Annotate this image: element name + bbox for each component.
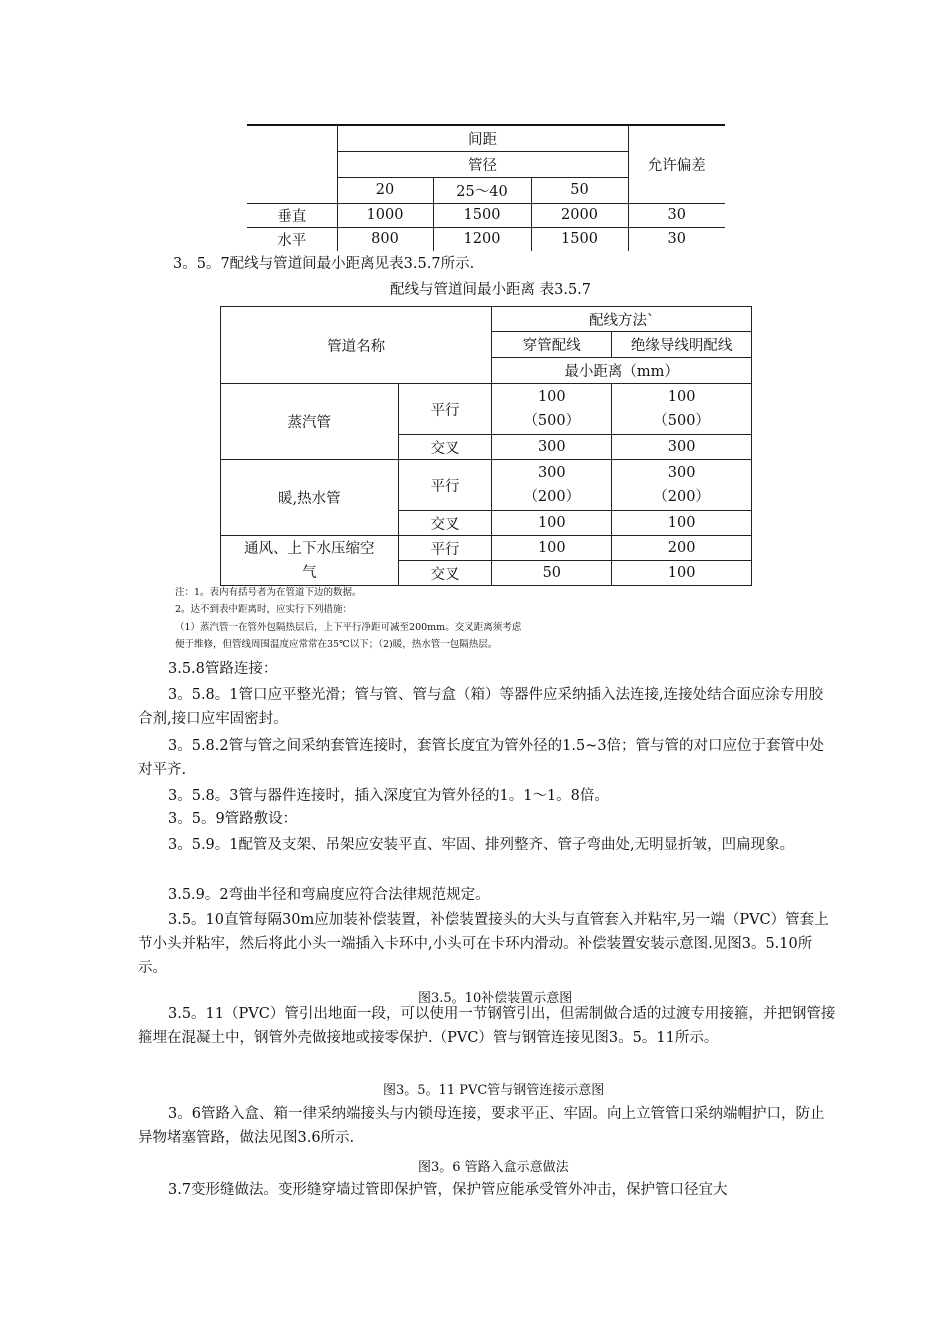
table2-cross: 交叉 <box>398 561 492 586</box>
table1-corner-cell <box>247 125 337 203</box>
table2-header-conduit: 穿管配线 <box>492 332 612 358</box>
figure-caption-3-6: 图3。6 管路入盒示意做法 <box>418 1160 569 1175</box>
table2-header-method: 配线方法` <box>492 307 752 332</box>
paragraph-3-5-7: 3。5。7配线与管道间最小距离见表3.5.7所示. <box>173 256 475 272</box>
table2-cross: 交叉 <box>398 435 492 460</box>
table2-cell: 100 <box>612 561 752 586</box>
table1-cell: 2000 <box>531 203 628 227</box>
table-note-1: 注：1。表内有括号者为在管道下边的数据。 <box>175 587 362 598</box>
paragraph-3-5-8-1: 3。5.8。1管口应平整光滑；管与管、管与盒（箱）等器件应采纳插入法连接,连接处结合面应涂专用胶合剂,接口应牢固密封。 <box>138 687 824 727</box>
figure-caption-3-5-10: 图3.5。10补偿装置示意图 <box>418 991 573 1006</box>
table1-diameter-25-40: 25～40 <box>433 177 531 203</box>
table2-pipe-ventilation: 通风、上下水压缩空 气 <box>221 536 399 586</box>
table1-cell: 30 <box>628 203 725 227</box>
table2-pipe-steam: 蒸汽管 <box>221 384 399 460</box>
table2-parallel: 平行 <box>398 460 492 511</box>
table2-cell: 300 （200） <box>612 460 752 511</box>
table1-cell: 1200 <box>433 227 531 251</box>
table2-cell: 100 <box>612 511 752 536</box>
paragraph-3-5-9-2: 3.5.9。2弯曲半径和弯扁度应符合法律规范规定。 <box>168 887 490 903</box>
table-note-2: 2。达不到表中距离时，应实行下列措施： <box>175 604 353 615</box>
table2-title: 配线与管道间最小距离 表3.5.7 <box>390 282 592 298</box>
table1-cell: 800 <box>337 227 433 251</box>
figure-caption-3-5-11: 图3。5。11 PVC管与钢管连接示意图 <box>383 1083 605 1098</box>
paragraph-3-5-8: 3.5.8管路连接： <box>168 661 278 677</box>
table2-cell: 100 <box>492 536 612 561</box>
table1-diameter-20: 20 <box>337 177 433 203</box>
table2-cell: 300 <box>492 435 612 460</box>
paragraph-3-5-8-2: 3。5.8.2管与管之间采纳套管连接时，套管长度宜为管外径的1.5~3倍；管与管的对口应位于套管中处对平齐. <box>138 738 825 778</box>
table-note-3: （1）蒸汽管一在管外包隔热层后，上下平行净距可减至200mm。交叉距离须考虑 <box>175 622 522 633</box>
paragraph-3-5-11: 3.5。11（PVC）管引出地面一段，可以使用一节钢管引出，但需制做合适的过渡专用接箍，并把钢管接箍埋在混凝土中，钢管外壳做接地或接零保护.（PVC）管与钢管连接见图3。5。11所示。 <box>138 1006 836 1046</box>
paragraph-3-5-8-3: 3。5.8。3管与器件连接时，插入深度宜为管外径的1。1～1。8倍。 <box>168 788 609 804</box>
table1-diameter-50: 50 <box>531 177 628 203</box>
paragraph-3-5-9-1: 3。5.9。1配管及支架、吊架应安装平直、牢固、排列整齐、管子弯曲处,无明显折皱，凹扁现象。 <box>168 837 795 853</box>
table2-header-pipe-name: 管道名称 <box>221 307 492 384</box>
table2-cell: 200 <box>612 536 752 561</box>
paragraph-3-7: 3.7变形缝做法。变形缝穿墙过管即保护管，保护管应能承受管外冲击，保护管口径宜大 <box>168 1182 728 1198</box>
paragraph-3-5-9: 3。5。9管路敷设： <box>168 811 298 827</box>
table1-cell: 1000 <box>337 203 433 227</box>
table1-header-spacing: 间距 <box>337 125 628 151</box>
table2-cell: 100 （500） <box>492 384 612 435</box>
table2-cell: 100 （500） <box>612 384 752 435</box>
table2-cell: 300 <box>612 435 752 460</box>
table1-cell: 30 <box>628 227 725 251</box>
min-distance-table <box>220 306 752 586</box>
table2-header-open: 绝缘导线明配线 <box>612 332 752 358</box>
table2-cell: 50 <box>492 561 612 586</box>
table1-header-tolerance: 允许偏差 <box>628 125 725 203</box>
table2-parallel: 平行 <box>398 384 492 435</box>
table2-pipe-hot-water: 暖,热水管 <box>221 460 399 536</box>
table1-row-label: 水平 <box>247 227 337 251</box>
table-note-4: 便于维修，但管线周围温度应常常在35℃以下；（2)暖，热水管一包隔热层。 <box>175 639 498 650</box>
table1-cell: 1500 <box>433 203 531 227</box>
table2-parallel: 平行 <box>398 536 492 561</box>
table2-header-min: 最小距离（mm） <box>492 358 752 384</box>
spacing-table <box>247 124 725 251</box>
table2-cell: 100 <box>492 511 612 536</box>
table1-row-label: 垂直 <box>247 203 337 227</box>
paragraph-3-5-10: 3.5。10直管每隔30m应加装补偿装置，补偿装置接头的大头与直管套入并粘牢,另一端（PVC）管套上节小头并粘牢，然后将此小头一端插入卡环中,小头可在卡环内滑动。补偿装置安装示意图.见图3。5.10所示。 <box>138 912 829 976</box>
table2-cell: 300 （200） <box>492 460 612 511</box>
table2-cross: 交叉 <box>398 511 492 536</box>
table1-header-diameter: 管径 <box>337 151 628 177</box>
table1-cell: 1500 <box>531 227 628 251</box>
paragraph-3-6: 3。6管路入盒、箱一律采纳端接头与内锁母连接，要求平正、牢固。向上立管管口采纳端帽护口，防止异物堵塞管路，做法见图3.6所示. <box>138 1106 825 1146</box>
